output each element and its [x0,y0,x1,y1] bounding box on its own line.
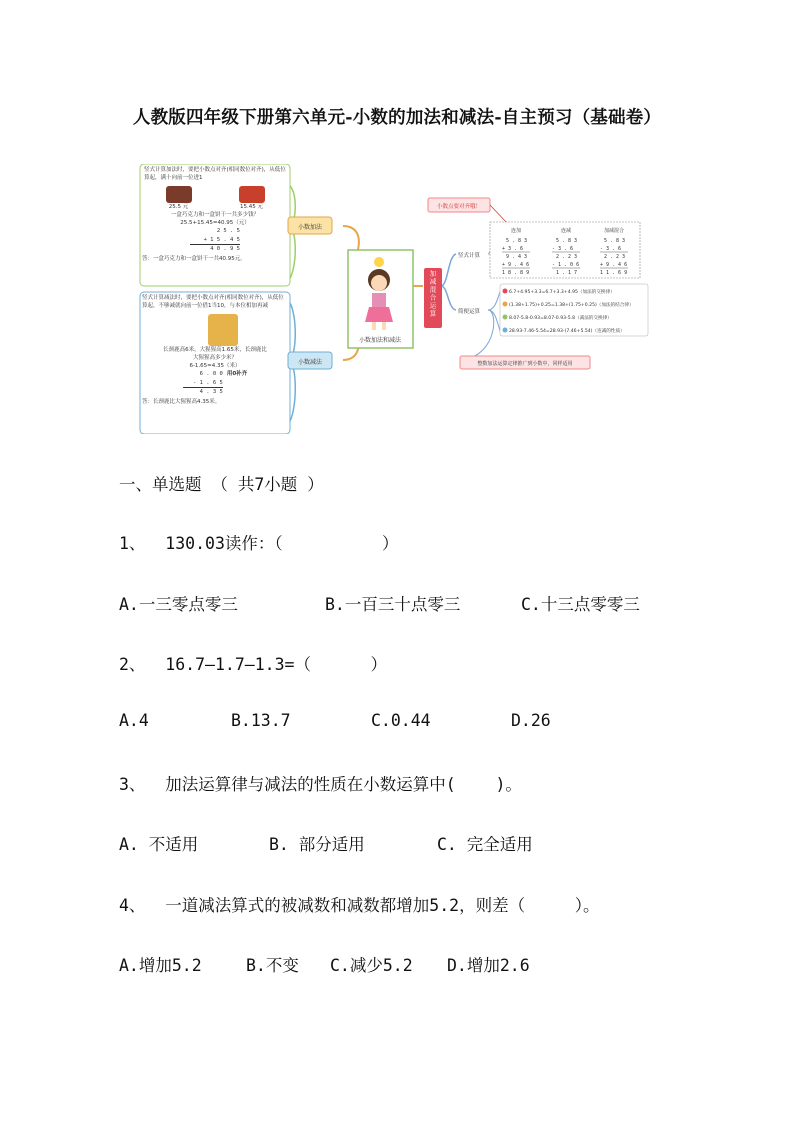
center-node: 小数加法和减法 [358,337,402,344]
node-simple-calc: 简便运算 [458,309,481,315]
law-2: (1.38+1.75)+0.25=1.38+(1.75+0.25)（加法的结合律） [509,303,634,308]
q1-option-c: C.十三点零零三 [521,595,640,614]
q3-option-b: B. 部分适用 [269,835,365,854]
svg-text:9 . 4 3: 9 . 4 3 [506,254,528,260]
node-decimal-subtraction: 小数减法 [297,359,323,366]
node-decimal-addition: 小数加法 [297,224,323,231]
addition-answer: 答：一盒巧克力和一盒饼干一共40.95元。 [142,256,246,262]
law-1: 6.7+4.95+3.3=6.7+3.3+4.95（加法的交换律） [509,290,615,295]
svg-text:5 . 8 3: 5 . 8 3 [506,238,528,244]
svg-text:- 3 . 6: - 3 . 6 [552,246,574,252]
price-chocolate: 25.5 元 [168,203,189,210]
svg-text:- 3 . 6: - 3 . 6 [600,246,622,252]
svg-text:1 1 . 6 9: 1 1 . 6 9 [600,270,628,276]
question-2: 2、 16.7—1.7—1.3=（ ） [119,655,388,674]
q2-option-c: C.0.44 [371,711,431,730]
addition-vertical-2: + 1 5 . 4 5 [190,236,240,245]
q2-option-a: A.4 [119,711,149,730]
q3-option-c: C. 完全适用 [437,835,533,854]
section-heading: 一、单选题 （ 共7小题 ） [119,475,324,494]
svg-text:+ 3 . 6: + 3 . 6 [502,246,524,252]
subtraction-question: 长颈鹿高6米，大猩猩高1.65米，长颈鹿比大猩猩高多少米？ [163,346,267,361]
svg-text:+ 9 . 4 6: + 9 . 4 6 [502,262,530,268]
q1-option-a: A.一三零点零三 [119,595,238,614]
addition-equation: 25.5+15.45=40.95（元） [180,220,250,226]
price-biscuit: 15.45 元 [240,203,263,210]
q4-option-d: D.增加2.6 [447,956,530,975]
tip-align-decimal: 小数点要对齐哦！ [436,204,482,210]
col-continuous-sub: 连减 [561,228,572,234]
subtraction-rule: 竖式计算减法时，要把小数点对齐(相同数位对齐)，从低位算起，不够减就向前一位借1当10，与本位相加再减 [142,295,284,310]
chocolate-box-icon [166,186,192,203]
subtraction-vertical-1: 6 . 0 0 [199,371,223,378]
q3-option-a: A. 不适用 [119,835,199,854]
q1-option-b: B.一百三十点零三 [325,595,461,614]
col-continuous-add: 连加 [511,228,522,234]
q4-option-b: B.不变 [246,956,299,975]
question-3: 3、 加法运算律与减法的性质在小数运算中( )。 [119,775,522,794]
addition-rule: 竖式计算加法时，要把小数点对齐(相同数位对齐)，从低位算起，满十向前一位进1 [144,167,286,182]
node-mixed-operation: 加减混合运算 [428,270,437,318]
law-4: 28.93-7.46-5.54=28.93-(7.46+5.54)（连减的性质） [509,329,625,334]
subtraction-vertical-3: 4 . 3 5 [199,388,223,395]
svg-text:2 . 2 3: 2 . 2 3 [556,254,578,260]
q2-option-b: B.13.7 [231,711,291,730]
biscuit-box-icon [239,186,265,203]
question-4: 4、 一道减法算式的被减数和减数都增加5.2，则差（ ）。 [119,896,600,915]
page-title: 人教版四年级下册第六单元-小数的加法和减法-自主预习（基础卷） [132,108,662,128]
col-mixed: 加减混合 [604,228,625,234]
subtraction-equation: 6-1.65=4.35（米） [189,363,241,369]
mind-map [138,164,658,434]
node-vertical-calc: 竖式计算 [458,253,481,259]
subtraction-answer: 答：长颈鹿比大猩猩高4.35米。 [142,399,221,405]
addition-vertical-3: 4 0 . 9 5 [210,245,240,252]
q4-option-c: C.减少5.2 [330,956,413,975]
svg-text:2 . 2 3: 2 . 2 3 [604,254,626,260]
subtraction-vertical-2: - 1 . 6 5 [183,379,223,388]
question-1: 1、 130.03读作：（ ） [119,534,399,553]
giraffe-icon [208,314,238,346]
svg-text:5 . 8 3: 5 . 8 3 [556,238,578,244]
law-extension-note: 整数加法运算定律推广到小数中，同样适用 [477,361,573,367]
addition-question: 一盒巧克力和一盒饼干一共多少钱？ [170,211,259,218]
svg-text:1 8 . 8 9: 1 8 . 8 9 [502,270,530,276]
svg-text:5 . 8 3: 5 . 8 3 [604,238,626,244]
addition-vertical-1: 2 5 . 5 [216,228,240,235]
svg-text:1 . 1 7: 1 . 1 7 [556,270,578,276]
q2-option-d: D.26 [511,711,551,730]
vertical-calc-digits [502,238,628,276]
svg-text:+ 9 . 4 6: + 9 . 4 6 [600,262,628,268]
law-3: 8.07-5.8-0.93=8.07-0.93-5.8（减法的交换律） [509,316,612,321]
q4-option-a: A.增加5.2 [119,956,202,975]
svg-text:- 1 . 0 6: - 1 . 0 6 [552,262,580,268]
zero-fill-note: 用0补齐 [226,371,248,378]
